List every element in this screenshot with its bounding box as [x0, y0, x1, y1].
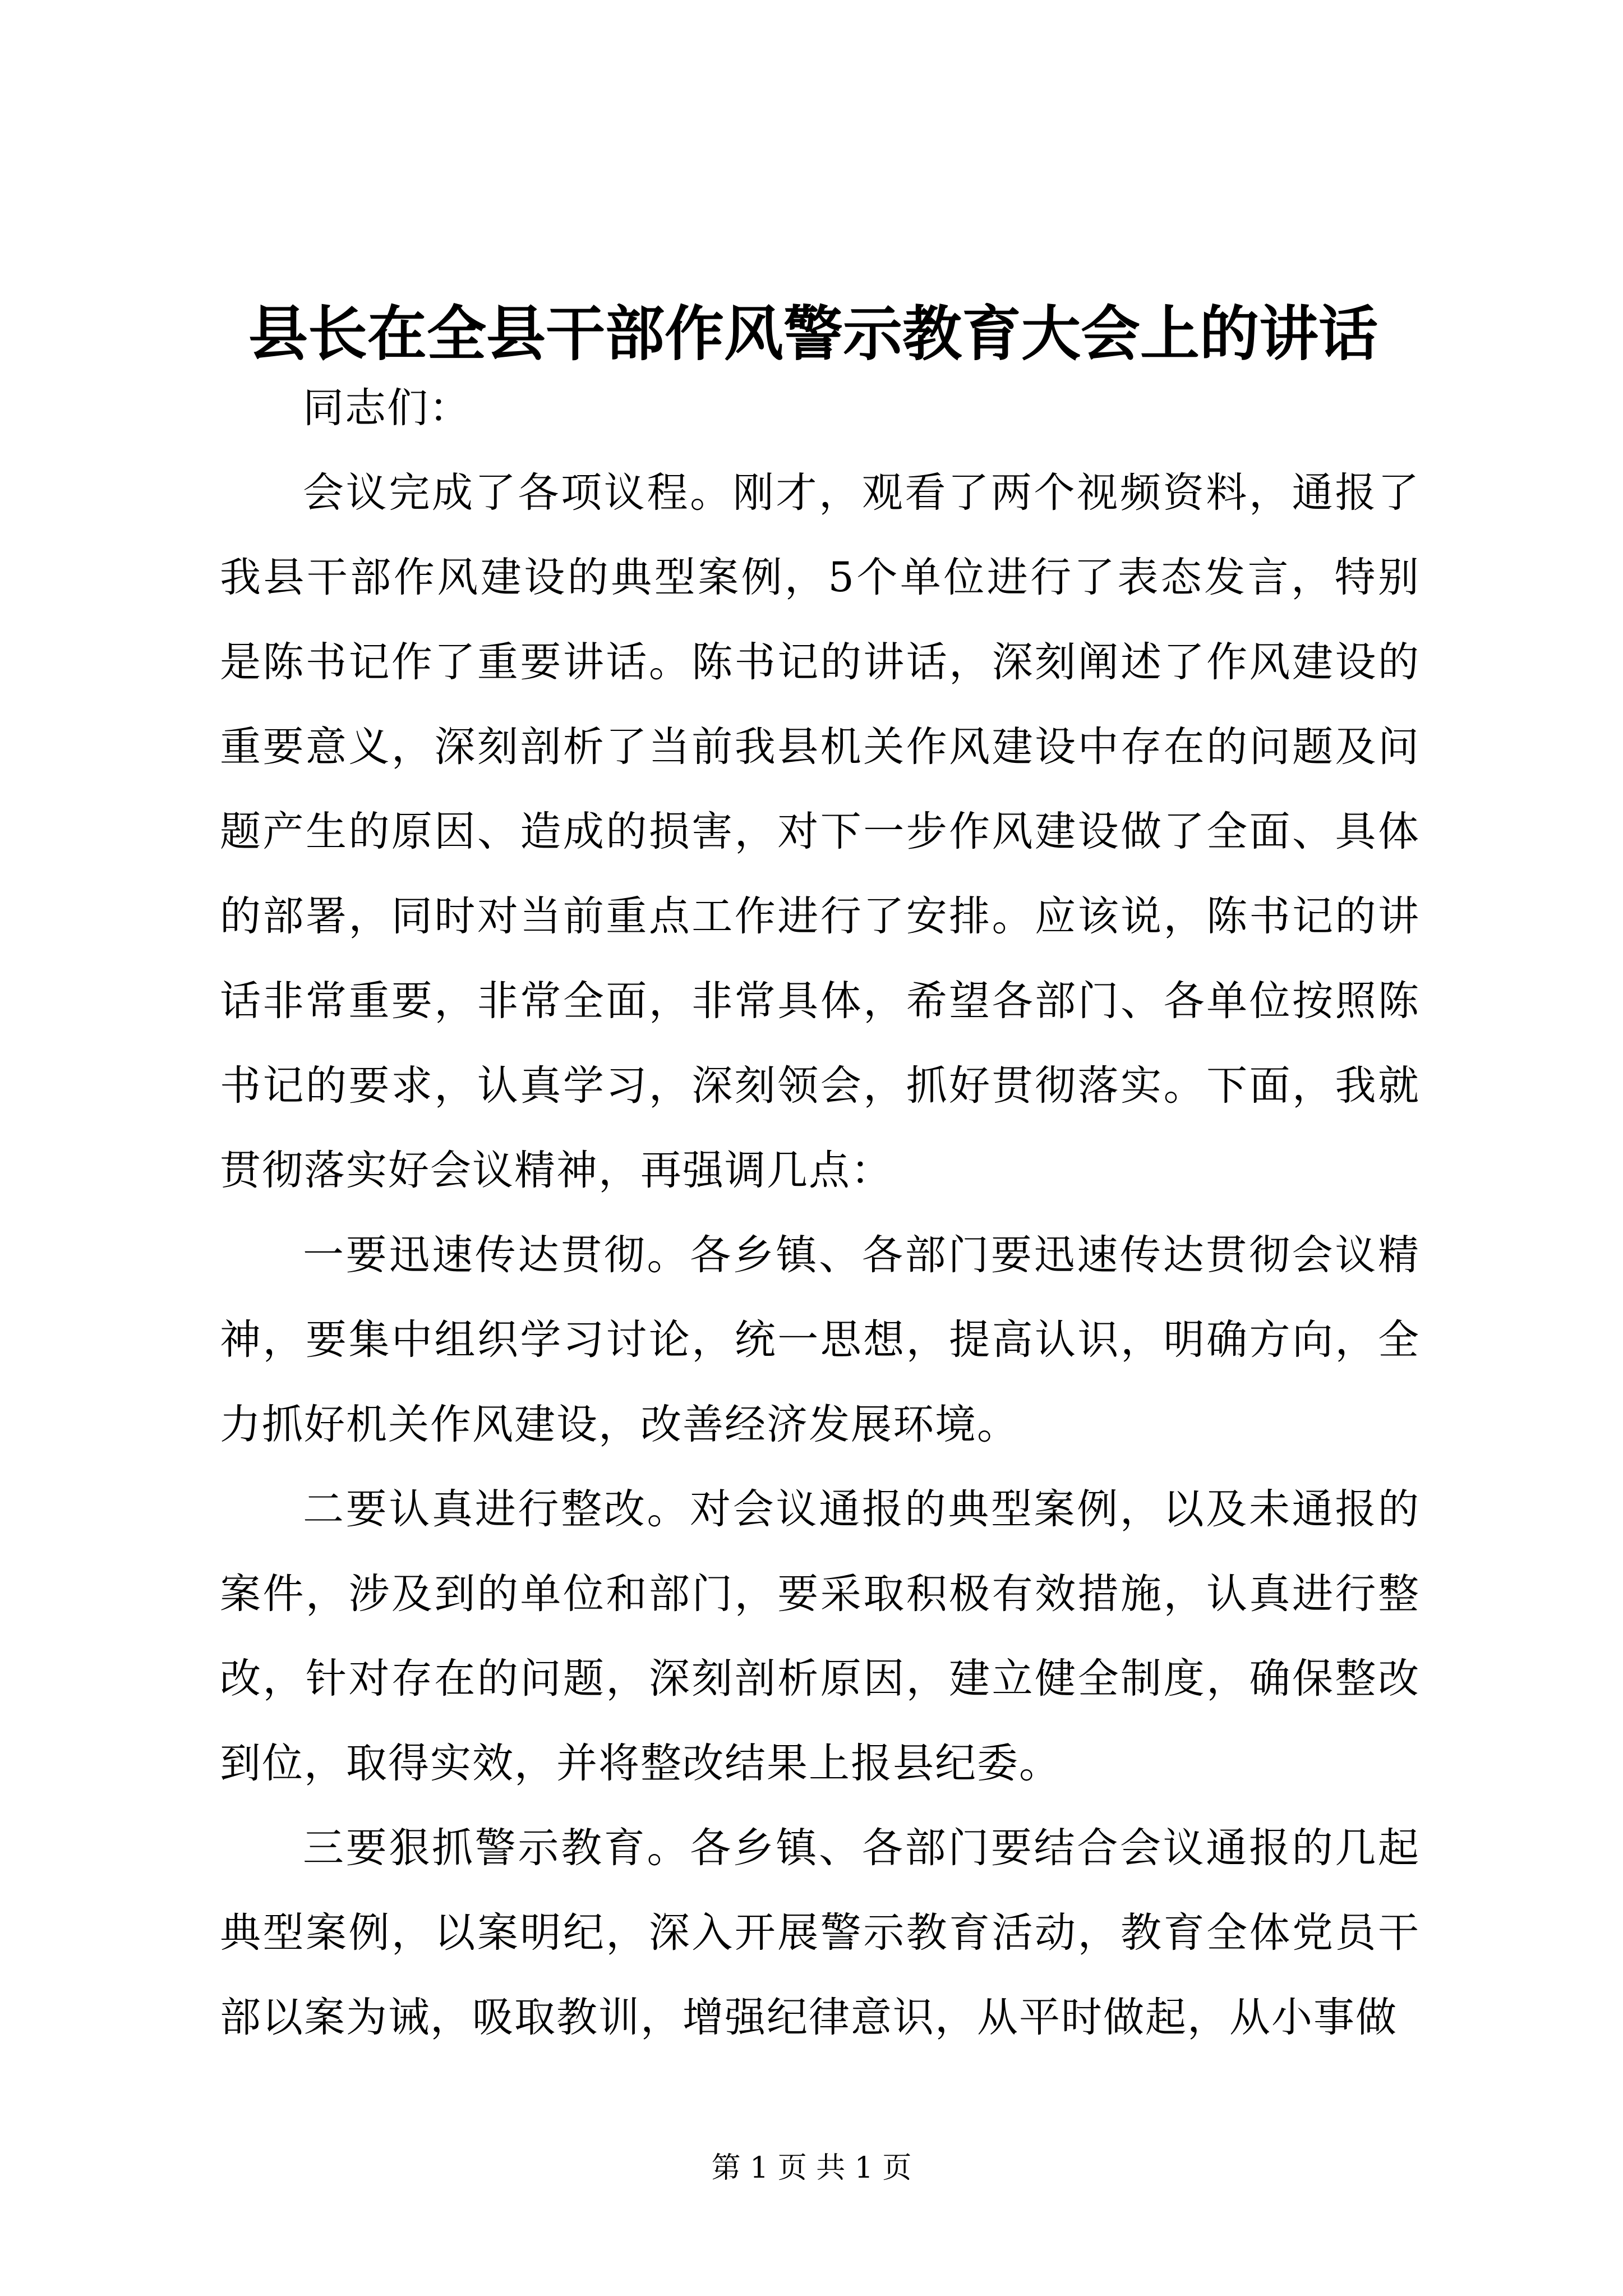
salutation: 同志们： — [303, 384, 471, 432]
document-title: 县长在全县干部作风警示教育大会上的讲话 — [248, 298, 1378, 369]
paragraph-intro: 会议完成了各项议程。刚才，观看了两个视频资料，通报了我县干部作风建设的典型案例，5个单位进行了表态发言，特别是陈书记作了重要讲话。陈书记的讲话，深刻阐述了作风建设的重要意义，深刻剖析了当前我县机关作风建设中存在的问题及问题产生的原因、造成的损害，对下一步作风建设做了全面、具体的部署，同时对当前重点工作进行了安排。应该说，陈书记的讲话非常重要，非常全面，非常具体，希望各部门、各单位按照陈书记的要求，认真学习，深刻领会，抓好贯彻落实。下面，我就贯彻落实好会议精神，再强调几点： — [220, 469, 1420, 1194]
document-body — [220, 366, 1420, 2060]
paragraph-point-2: 二要认真进行整改。对会议通报的典型案例，以及未通报的案件，涉及到的单位和部门，要采取积极有效措施，认真进行整改，针对存在的问题，深刻剖析原因，建立健全制度，确保整改到位，取得实效，并将整改结果上报县纪委。 — [220, 1485, 1420, 1787]
page-number-footer: 第 1 页 共 1 页 — [711, 2151, 912, 2185]
paragraph-point-3: 三要狠抓警示教育。各乡镇、各部门要结合会议通报的几起典型案例，以案明纪，深入开展警示教育活动，教育全体党员干部以案为诫，吸取教训，增强纪律意识，从平时做起，从小事做 — [220, 1824, 1420, 2041]
paragraph-point-1: 一要迅速传达贯彻。各乡镇、各部门要迅速传达贯彻会议精神，要集中组织学习讨论，统一思想，提高认识，明确方向，全力抓好机关作风建设，改善经济发展环境。 — [220, 1231, 1420, 1448]
